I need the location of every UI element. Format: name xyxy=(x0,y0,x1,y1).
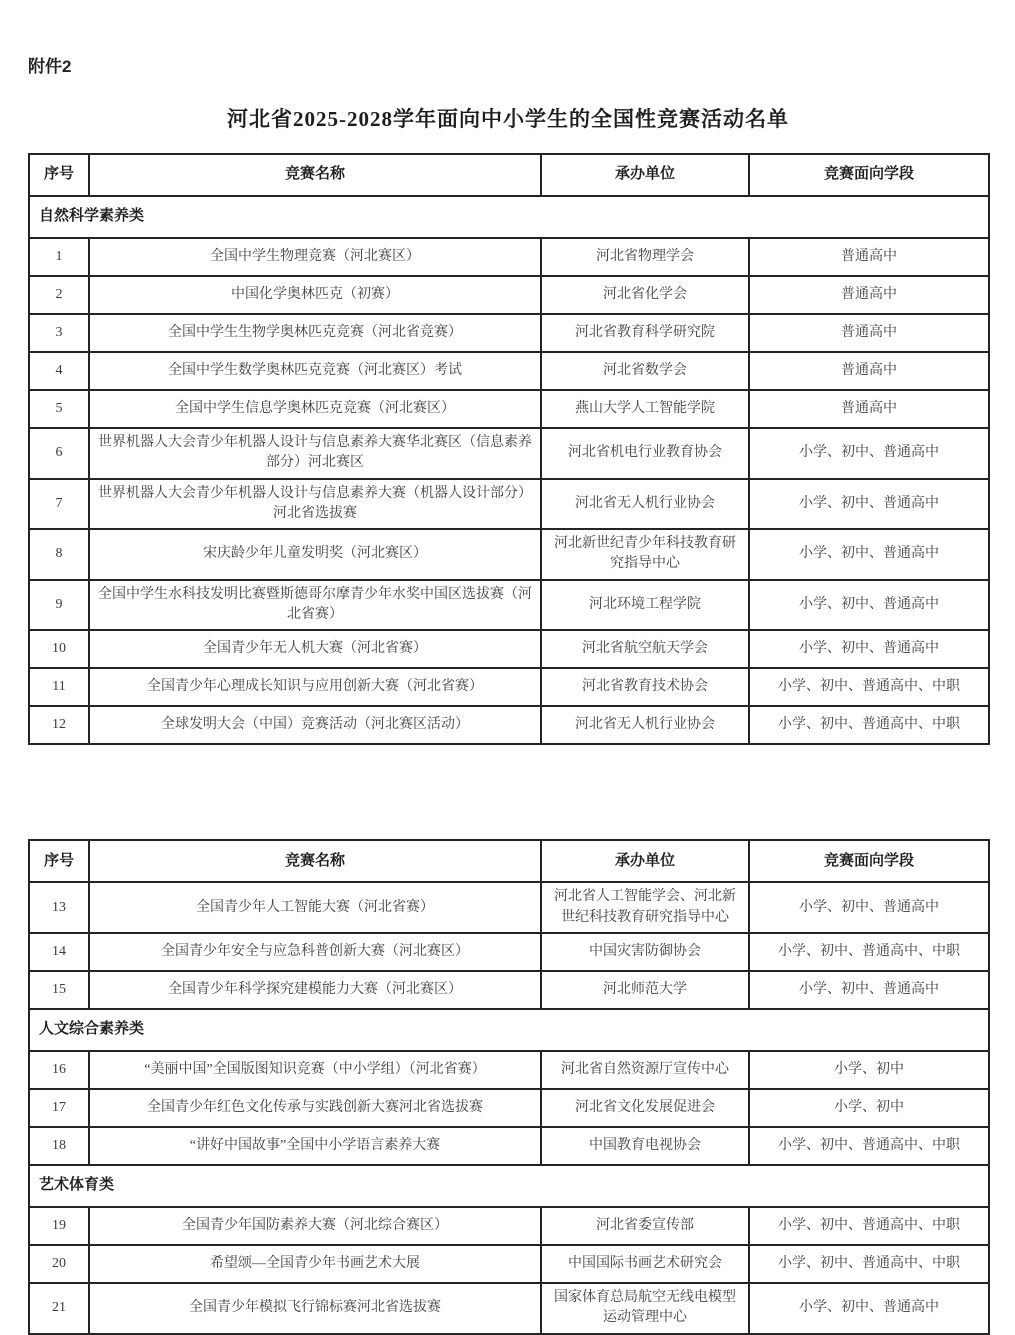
table-row xyxy=(29,479,989,530)
cell-competition-name: 全国中学生水科技发明比赛暨斯德哥尔摩青少年水奖中国区选拔赛（河北省赛） xyxy=(89,580,541,631)
cell-competition-name: 世界机器人大会青少年机器人设计与信息素养大赛（机器人设计部分）河北省选拔赛 xyxy=(89,479,541,530)
column-header: 竞赛名称 xyxy=(89,154,541,196)
cell-competition-name: 全国青少年无人机大赛（河北省赛） xyxy=(89,630,541,668)
cell-target-stages: 小学、初中 xyxy=(749,1089,989,1127)
section-label: 人文综合素养类 xyxy=(29,1009,989,1051)
cell-target-stages: 普通高中 xyxy=(749,276,989,314)
table-row xyxy=(29,390,989,428)
cell-serial-number: 14 xyxy=(29,933,89,971)
cell-target-stages: 小学、初中、普通高中 xyxy=(749,971,989,1009)
cell-organizer: 河北省机电行业教育协会 xyxy=(541,428,749,479)
cell-serial-number: 20 xyxy=(29,1245,89,1283)
cell-organizer: 河北新世纪青少年科技教育研究指导中心 xyxy=(541,529,749,580)
cell-target-stages: 小学、初中、普通高中 xyxy=(749,630,989,668)
table-row xyxy=(29,352,989,390)
section-label: 艺术体育类 xyxy=(29,1165,989,1207)
cell-serial-number: 2 xyxy=(29,276,89,314)
cell-organizer: 中国灾害防御协会 xyxy=(541,933,749,971)
cell-target-stages: 小学、初中、普通高中、中职 xyxy=(749,668,989,706)
cell-target-stages: 小学、初中、普通高中、中职 xyxy=(749,933,989,971)
cell-target-stages: 小学、初中、普通高中 xyxy=(749,1283,989,1334)
table-row xyxy=(29,428,989,479)
section-row xyxy=(29,1009,989,1051)
cell-organizer: 中国教育电视协会 xyxy=(541,1127,749,1165)
cell-competition-name: 世界机器人大会青少年机器人设计与信息素养大赛华北赛区（信息素养部分）河北赛区 xyxy=(89,428,541,479)
cell-organizer: 河北省文化发展促进会 xyxy=(541,1089,749,1127)
column-header: 竞赛名称 xyxy=(89,840,541,882)
cell-organizer: 河北环境工程学院 xyxy=(541,580,749,631)
header-row xyxy=(29,840,989,882)
table-row xyxy=(29,882,989,933)
cell-competition-name: 全国中学生物理竞赛（河北赛区） xyxy=(89,238,541,276)
cell-serial-number: 19 xyxy=(29,1207,89,1245)
table-row xyxy=(29,668,989,706)
column-header: 序号 xyxy=(29,840,89,882)
cell-organizer: 国家体育总局航空无线电模型运动管理中心 xyxy=(541,1283,749,1334)
table-row xyxy=(29,314,989,352)
table-2-head xyxy=(29,840,989,882)
table-1-head xyxy=(29,154,989,196)
table-row xyxy=(29,706,989,744)
table-row xyxy=(29,238,989,276)
cell-target-stages: 普通高中 xyxy=(749,238,989,276)
table-2-body xyxy=(29,882,989,1333)
cell-organizer: 河北省委宣传部 xyxy=(541,1207,749,1245)
cell-organizer: 河北省数学会 xyxy=(541,352,749,390)
competition-table-1 xyxy=(28,153,990,745)
cell-target-stages: 小学、初中、普通高中、中职 xyxy=(749,1127,989,1165)
cell-competition-name: 全国青少年心理成长知识与应用创新大赛（河北省赛） xyxy=(89,668,541,706)
table-row xyxy=(29,1207,989,1245)
column-header: 承办单位 xyxy=(541,840,749,882)
cell-target-stages: 普通高中 xyxy=(749,352,989,390)
cell-competition-name: “美丽中国”全国版图知识竞赛（中小学组）（河北省赛） xyxy=(89,1051,541,1089)
table-row xyxy=(29,933,989,971)
cell-competition-name: “讲好中国故事”全国中小学语言素养大赛 xyxy=(89,1127,541,1165)
cell-serial-number: 18 xyxy=(29,1127,89,1165)
cell-target-stages: 小学、初中、普通高中 xyxy=(749,428,989,479)
cell-target-stages: 小学、初中、普通高中 xyxy=(749,529,989,580)
cell-organizer: 河北师范大学 xyxy=(541,971,749,1009)
column-header: 序号 xyxy=(29,154,89,196)
cell-serial-number: 8 xyxy=(29,529,89,580)
section-row xyxy=(29,196,989,238)
attachment-label: 附件2 xyxy=(28,57,72,76)
cell-organizer: 河北省教育技术协会 xyxy=(541,668,749,706)
cell-competition-name: 全国青少年安全与应急科普创新大赛（河北赛区） xyxy=(89,933,541,971)
column-header: 承办单位 xyxy=(541,154,749,196)
cell-competition-name: 全国青少年红色文化传承与实践创新大赛河北省选拔赛 xyxy=(89,1089,541,1127)
cell-serial-number: 1 xyxy=(29,238,89,276)
table-row xyxy=(29,1245,989,1283)
cell-organizer: 燕山大学人工智能学院 xyxy=(541,390,749,428)
cell-organizer: 河北省物理学会 xyxy=(541,238,749,276)
cell-competition-name: 中国化学奥林匹克（初赛） xyxy=(89,276,541,314)
cell-organizer: 河北省航空航天学会 xyxy=(541,630,749,668)
header-row xyxy=(29,154,989,196)
cell-target-stages: 小学、初中 xyxy=(749,1051,989,1089)
cell-serial-number: 6 xyxy=(29,428,89,479)
table-row xyxy=(29,1089,989,1127)
cell-competition-name: 全国青少年科学探究建模能力大赛（河北赛区） xyxy=(89,971,541,1009)
cell-competition-name: 全国青少年国防素养大赛（河北综合赛区） xyxy=(89,1207,541,1245)
cell-serial-number: 16 xyxy=(29,1051,89,1089)
table-row xyxy=(29,971,989,1009)
cell-organizer: 河北省无人机行业协会 xyxy=(541,706,749,744)
table-1-body xyxy=(29,196,989,744)
cell-competition-name: 全国青少年模拟飞行锦标赛河北省选拔赛 xyxy=(89,1283,541,1334)
cell-organizer: 中国国际书画艺术研究会 xyxy=(541,1245,749,1283)
cell-target-stages: 小学、初中、普通高中 xyxy=(749,882,989,933)
table-row xyxy=(29,529,989,580)
cell-competition-name: 全国中学生生物学奥林匹克竞赛（河北省竞赛） xyxy=(89,314,541,352)
table-row xyxy=(29,1283,989,1334)
cell-target-stages: 小学、初中、普通高中 xyxy=(749,479,989,530)
table-row xyxy=(29,1127,989,1165)
cell-competition-name: 全球发明大会（中国）竞赛活动（河北赛区活动） xyxy=(89,706,541,744)
table-2-wrap xyxy=(28,839,988,1334)
cell-serial-number: 11 xyxy=(29,668,89,706)
cell-target-stages: 小学、初中、普通高中、中职 xyxy=(749,1245,989,1283)
cell-competition-name: 宋庆龄少年儿童发明奖（河北赛区） xyxy=(89,529,541,580)
cell-serial-number: 9 xyxy=(29,580,89,631)
cell-serial-number: 10 xyxy=(29,630,89,668)
cell-serial-number: 3 xyxy=(29,314,89,352)
cell-serial-number: 13 xyxy=(29,882,89,933)
section-label: 自然科学素养类 xyxy=(29,196,989,238)
cell-serial-number: 5 xyxy=(29,390,89,428)
cell-target-stages: 小学、初中、普通高中、中职 xyxy=(749,1207,989,1245)
cell-organizer: 河北省自然资源厅宣传中心 xyxy=(541,1051,749,1089)
cell-serial-number: 12 xyxy=(29,706,89,744)
cell-serial-number: 15 xyxy=(29,971,89,1009)
cell-organizer: 河北省无人机行业协会 xyxy=(541,479,749,530)
cell-organizer: 河北省人工智能学会、河北新世纪科技教育研究指导中心 xyxy=(541,882,749,933)
table-row xyxy=(29,1051,989,1089)
column-header: 竞赛面向学段 xyxy=(749,154,989,196)
column-header: 竞赛面向学段 xyxy=(749,840,989,882)
table-row xyxy=(29,276,989,314)
page-title: 河北省2025-2028学年面向中小学生的全国性竞赛活动名单 xyxy=(227,107,789,131)
cell-serial-number: 4 xyxy=(29,352,89,390)
competition-table-2 xyxy=(28,839,990,1334)
cell-serial-number: 7 xyxy=(29,479,89,530)
cell-target-stages: 小学、初中、普通高中 xyxy=(749,580,989,631)
cell-target-stages: 小学、初中、普通高中、中职 xyxy=(749,706,989,744)
cell-competition-name: 希望颂—全国青少年书画艺术大展 xyxy=(89,1245,541,1283)
cell-organizer: 河北省化学会 xyxy=(541,276,749,314)
section-row xyxy=(29,1165,989,1207)
cell-organizer: 河北省教育科学研究院 xyxy=(541,314,749,352)
table-row xyxy=(29,630,989,668)
cell-competition-name: 全国中学生信息学奥林匹克竞赛（河北赛区） xyxy=(89,390,541,428)
table-1-wrap xyxy=(28,153,988,745)
table-row xyxy=(29,580,989,631)
cell-target-stages: 普通高中 xyxy=(749,314,989,352)
cell-competition-name: 全国中学生数学奥林匹克竞赛（河北赛区）考试 xyxy=(89,352,541,390)
cell-serial-number: 17 xyxy=(29,1089,89,1127)
cell-competition-name: 全国青少年人工智能大赛（河北省赛） xyxy=(89,882,541,933)
cell-target-stages: 普通高中 xyxy=(749,390,989,428)
cell-serial-number: 21 xyxy=(29,1283,89,1334)
